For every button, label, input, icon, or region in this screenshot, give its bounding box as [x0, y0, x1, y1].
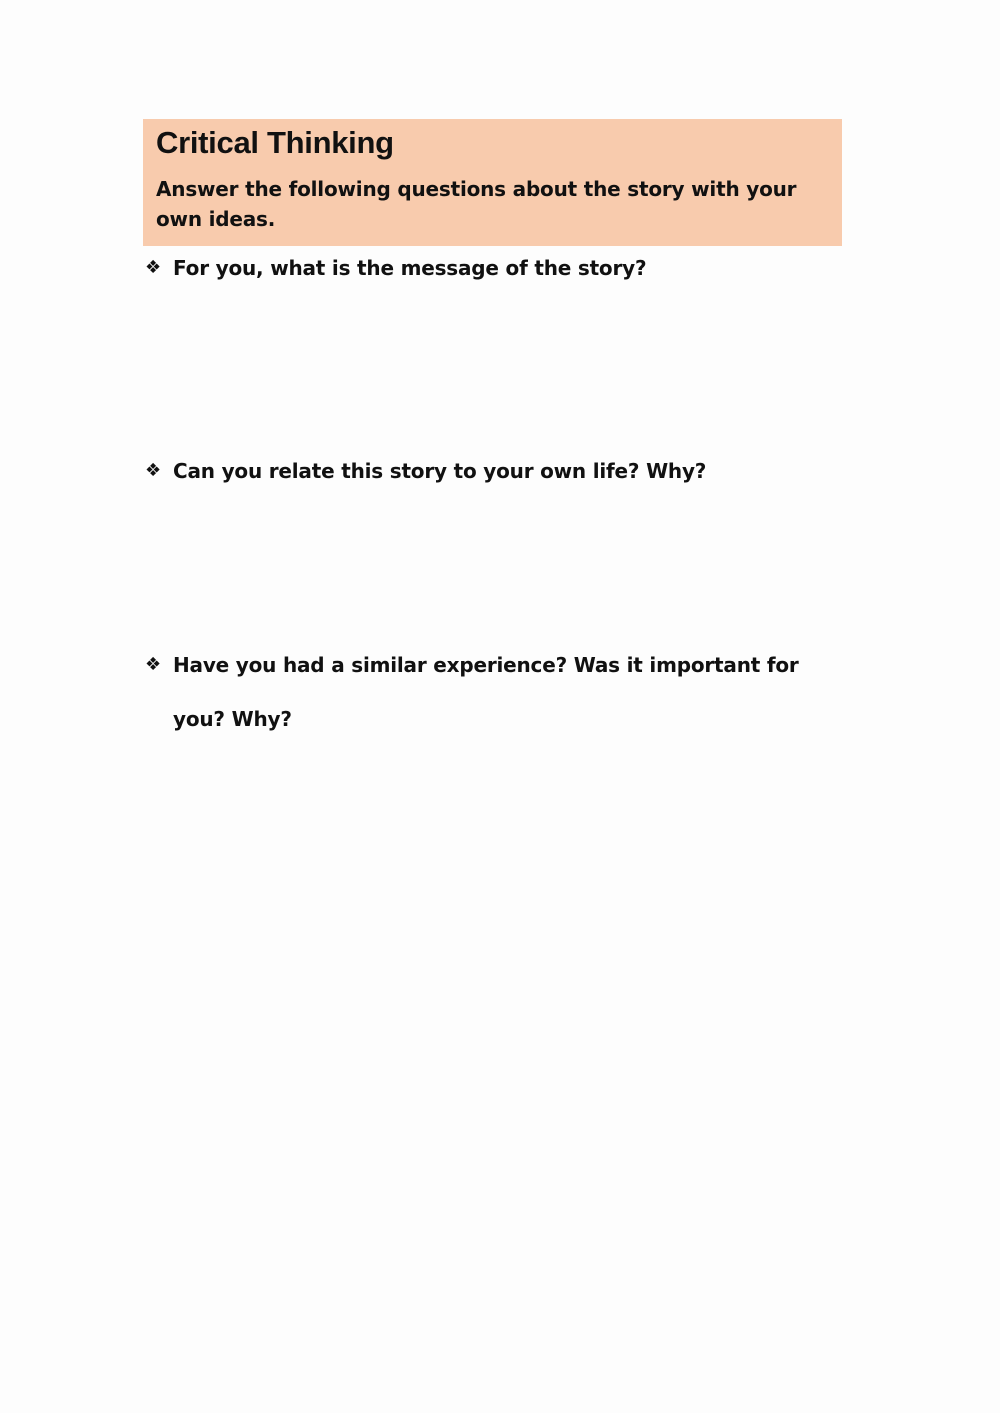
question-text-2: Can you relate this story to your own life? Why?: [173, 459, 707, 483]
diamond-bullet-icon: ❖: [145, 257, 161, 278]
instructions-text: Answer the following questions about the story with your own ideas.: [156, 177, 797, 231]
question-item-2: [145, 457, 835, 485]
question-text-1: For you, what is the message of the story?: [173, 256, 647, 280]
question-item-3: [145, 651, 835, 746]
header-box: [143, 119, 842, 246]
question-text-3: Have you had a similar experience? Was it important for you? Why?: [173, 653, 799, 731]
page-title: Critical Thinking: [156, 125, 394, 160]
diamond-bullet-icon: ❖: [145, 460, 161, 481]
diamond-bullet-icon: ❖: [145, 654, 161, 675]
question-item-1: [145, 254, 835, 282]
